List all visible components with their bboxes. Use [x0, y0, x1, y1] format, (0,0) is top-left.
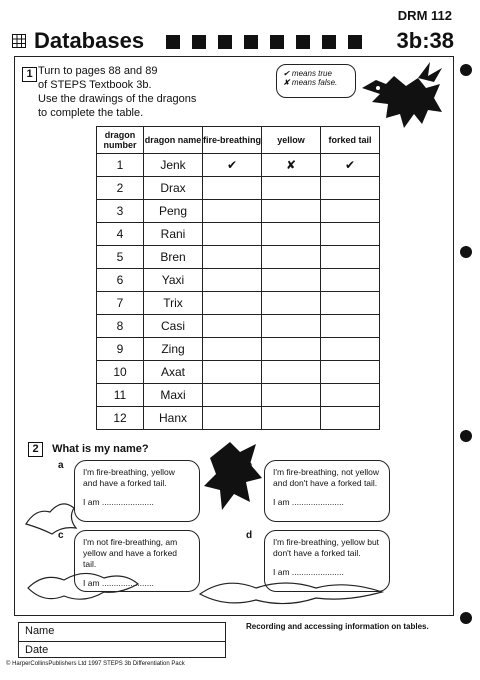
cell-yellow[interactable] — [262, 361, 321, 384]
cell-forked[interactable] — [321, 315, 380, 338]
cell-name: Axat — [144, 361, 203, 384]
cell-fire[interactable] — [203, 407, 262, 430]
speech-bubble-b: I'm fire-breathing, not yellow and don't have a forked tail. I am ...................... — [264, 460, 390, 522]
cell-forked[interactable] — [321, 361, 380, 384]
cell-forked[interactable] — [321, 223, 380, 246]
instructions: Turn to pages 88 and 89 of STEPS Textbook 3b. Use the drawings of the dragons to complete the table. — [38, 65, 197, 119]
cell-name: Hanx — [144, 407, 203, 430]
title-bar — [8, 28, 460, 56]
name-field[interactable]: Name — [19, 623, 225, 642]
cell-number: 11 — [97, 384, 144, 407]
table-row — [97, 154, 380, 177]
bubble-letter: a — [58, 460, 64, 471]
page-title: Databases — [34, 28, 145, 53]
dragon-sketch-b — [200, 438, 266, 518]
table-row — [97, 338, 380, 361]
table-row — [97, 361, 380, 384]
cell-forked[interactable]: ✔ — [321, 154, 380, 177]
cell-yellow[interactable] — [262, 177, 321, 200]
cell-fire[interactable] — [203, 384, 262, 407]
cell-yellow[interactable] — [262, 407, 321, 430]
cell-yellow[interactable] — [262, 246, 321, 269]
binder-hole — [460, 430, 472, 442]
name-date-box — [18, 622, 226, 658]
cell-fire[interactable] — [203, 315, 262, 338]
binder-hole — [460, 64, 472, 76]
cell-forked[interactable] — [321, 338, 380, 361]
grid-icon — [12, 34, 26, 48]
cell-number: 3 — [97, 200, 144, 223]
cell-yellow[interactable] — [262, 269, 321, 292]
dragon-sketch-a — [22, 488, 80, 538]
cell-forked[interactable] — [321, 407, 380, 430]
cell-yellow[interactable] — [262, 292, 321, 315]
cell-name: Drax — [144, 177, 203, 200]
cell-number: 1 — [97, 154, 144, 177]
cell-forked[interactable] — [321, 269, 380, 292]
cell-yellow[interactable]: ✘ — [262, 154, 321, 177]
cell-yellow[interactable] — [262, 200, 321, 223]
bubble-letter: c — [58, 530, 64, 541]
bubble-letter: d — [246, 530, 253, 541]
binder-hole — [460, 612, 472, 624]
decorative-squares — [166, 35, 374, 54]
cell-forked[interactable] — [321, 292, 380, 315]
cell-yellow[interactable] — [262, 315, 321, 338]
cell-name: Bren — [144, 246, 203, 269]
cell-forked[interactable] — [321, 177, 380, 200]
cell-number: 4 — [97, 223, 144, 246]
table-row — [97, 407, 380, 430]
legend-bubble: ✔ means true ✘ means false. — [276, 64, 356, 98]
cell-fire[interactable] — [203, 269, 262, 292]
cell-fire[interactable] — [203, 338, 262, 361]
cell-number: 12 — [97, 407, 144, 430]
cell-name: Casi — [144, 315, 203, 338]
cell-number: 6 — [97, 269, 144, 292]
cell-yellow[interactable] — [262, 223, 321, 246]
cell-name: Jenk — [144, 154, 203, 177]
table-row — [97, 246, 380, 269]
col-header: forked tail — [321, 127, 380, 154]
cell-yellow[interactable] — [262, 384, 321, 407]
cell-name: Peng — [144, 200, 203, 223]
table-row — [97, 384, 380, 407]
table-row — [97, 200, 380, 223]
page-number: 3b:38 — [396, 28, 454, 53]
cell-name: Zing — [144, 338, 203, 361]
cell-fire[interactable] — [203, 292, 262, 315]
footer-note: Recording and accessing information on tables. — [246, 622, 429, 631]
dragon-sketch-d — [196, 570, 386, 610]
section-1-number: 1 — [22, 64, 37, 82]
copyright: © HarperCollinsPublishers Ltd 1997 STEPS 3b Differentiation Pack — [6, 661, 185, 667]
cell-name: Rani — [144, 223, 203, 246]
cell-number: 9 — [97, 338, 144, 361]
table-row — [97, 269, 380, 292]
binder-hole — [460, 246, 472, 258]
cell-fire[interactable] — [203, 200, 262, 223]
cell-name: Yaxi — [144, 269, 203, 292]
section-2-question: 2 What is my name? — [28, 442, 149, 457]
cell-fire[interactable] — [203, 177, 262, 200]
table-row — [97, 315, 380, 338]
cell-name: Trix — [144, 292, 203, 315]
speech-bubble-c: I'm not fire-breathing, am yellow and have a forked tail. I am ...................... — [74, 530, 200, 592]
cell-number: 8 — [97, 315, 144, 338]
date-field[interactable]: Date — [25, 644, 49, 656]
cell-fire[interactable]: ✔ — [203, 154, 262, 177]
col-header: dragon number — [97, 127, 144, 154]
cell-yellow[interactable] — [262, 338, 321, 361]
speech-bubble-d: I'm fire-breathing, yellow but don't have a forked tail. I am ...................... — [264, 530, 390, 592]
dragon-sketch-c — [24, 558, 144, 610]
cell-forked[interactable] — [321, 246, 380, 269]
cell-fire[interactable] — [203, 246, 262, 269]
table-row — [97, 177, 380, 200]
cell-number: 7 — [97, 292, 144, 315]
cell-number: 5 — [97, 246, 144, 269]
col-header: fire-breathing — [203, 127, 262, 154]
col-header: dragon name — [144, 127, 203, 154]
cell-forked[interactable] — [321, 384, 380, 407]
table-row — [97, 292, 380, 315]
cell-name: Maxi — [144, 384, 203, 407]
cell-number: 2 — [97, 177, 144, 200]
cell-fire[interactable] — [203, 361, 262, 384]
col-header: yellow — [262, 127, 321, 154]
table-row — [97, 223, 380, 246]
cell-fire[interactable] — [203, 223, 262, 246]
cell-number: 10 — [97, 361, 144, 384]
cell-forked[interactable] — [321, 200, 380, 223]
speech-bubble-a: I'm fire-breathing, yellow and have a forked tail. I am ...................... — [74, 460, 200, 522]
dragon-table — [96, 126, 380, 430]
sheet-code: DRM 112 — [397, 8, 452, 23]
